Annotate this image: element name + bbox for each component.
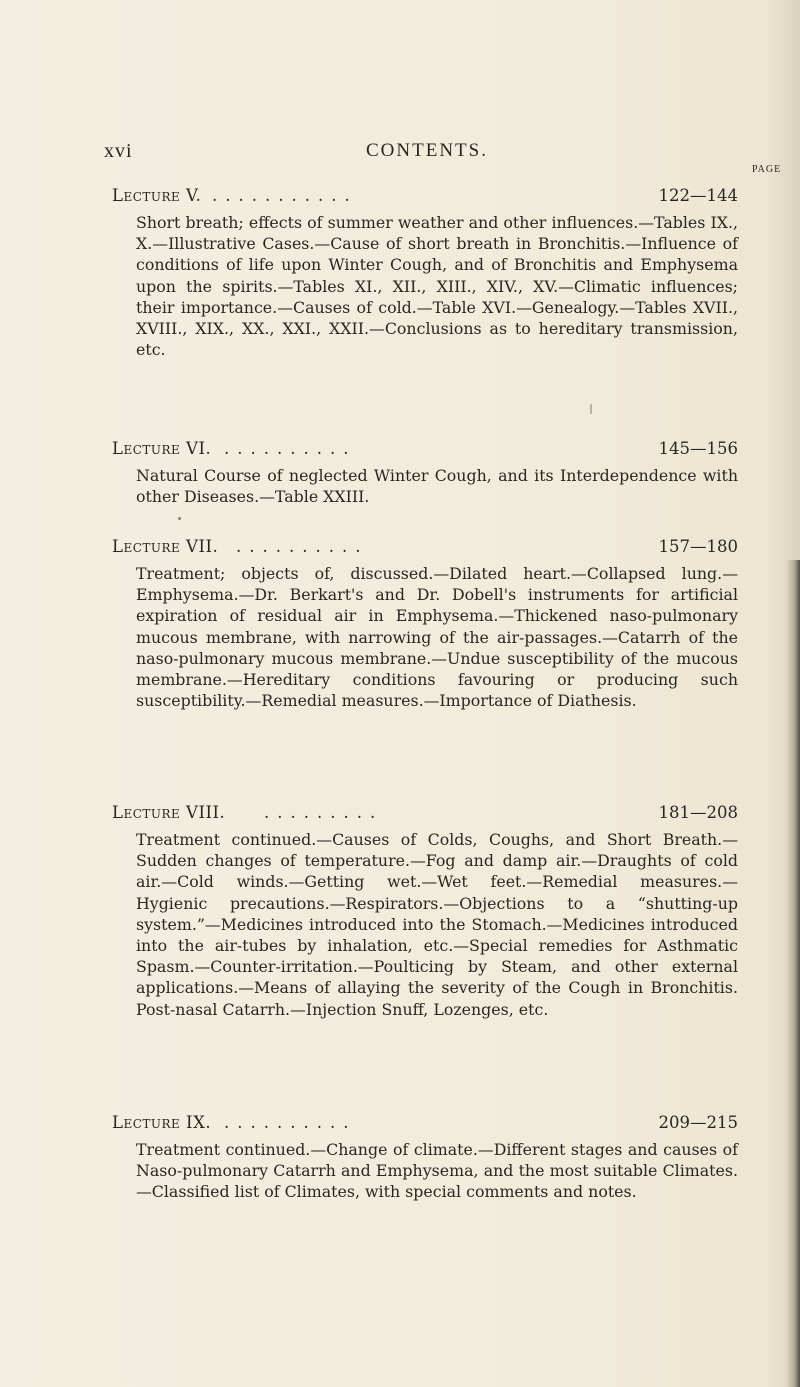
page-number: xvi [104, 140, 133, 162]
lecture-summary: Natural Course of neglected Winter Cough, and its Interdependence with other Diseases.—Table XXIII. [136, 466, 738, 507]
toc-entry-lecture-7 [112, 537, 738, 711]
lecture-label: Lecture V. [112, 186, 202, 205]
lecture-label: Lecture VII. [112, 537, 219, 556]
toc-entry-heading [112, 186, 738, 210]
toc-entry-lecture-9 [112, 1113, 738, 1203]
dot-leader: .......... [224, 439, 357, 458]
toc-entry-lecture-8 [112, 803, 738, 1020]
page-range: 157—180 [658, 537, 738, 556]
dot-leader: .......... [224, 1113, 357, 1132]
lecture-summary: Short breath; effects of summer weather and other influences.—Tables IX., X.—Illustrative Cases.—Cause of short breath in Bronchitis.—Influence of conditions of life upon Winter Cough, and of Bronchitis and Emphysema upon the spirits.—Tables XI., XII., XIII., XIV., XV.—Climatic influences; their importance.—Causes of cold.—Table XVI.—Genealogy.—Tables XVII., XVIII., XIX., XX., XXI., XXII.—Conclusions as to hereditary transmission, etc. [136, 213, 738, 360]
page-column-label: PAGE [752, 164, 782, 175]
toc-entry-lecture-6 [112, 439, 738, 507]
lecture-label: Lecture IX. [112, 1113, 212, 1132]
page-range: 209—215 [658, 1113, 738, 1132]
toc-entry-heading [112, 1113, 738, 1137]
page-range: 181—208 [658, 803, 738, 822]
dot-leader: .......... [236, 537, 369, 556]
dot-leader: ......... [264, 803, 384, 822]
lecture-label: Lecture VIII. [112, 803, 226, 822]
dot-leader: ........... [212, 186, 358, 205]
lecture-summary: Treatment continued.—Causes of Colds, Coughs, and Short Breath.—Sudden changes of temperature.—Fog and damp air.—Draughts of cold air.—Cold winds.—Getting wet.—Wet feet.—Remedial measures.—Hygienic precautions.—Respirators.—Objections to a “shutting-up system.”—Medicines introduced into the Stomach.—Medicines introduced into the air-tubes by inhalation, etc.—Special remedies for Asthmatic Spasm.—Counter-irritation.—Poulticing by Steam, and other external applications.—Means of allaying the severity of the Cough in Bronchitis. Post-nasal Catarrh.—Injection Snuff, Lozenges, etc. [136, 830, 738, 1019]
lecture-label: Lecture VI. [112, 439, 212, 458]
paper-speck [178, 517, 181, 520]
toc-entry-heading [112, 803, 738, 827]
page-edge-shadow [786, 560, 800, 1387]
running-title: CONTENTS. [366, 140, 488, 161]
paper-speck [590, 404, 592, 414]
toc-entry-lecture-5 [112, 186, 738, 360]
lecture-summary: Treatment continued.—Change of climate.—Different stages and causes of Naso-pulmonary Catarrh and Emphysema, and the most suitable Climates.—Classified list of Climates, with special comments and notes. [136, 1140, 738, 1202]
toc-entry-heading [112, 537, 738, 561]
toc-entry-heading [112, 439, 738, 463]
page-range: 122—144 [658, 186, 738, 205]
lecture-summary: Treatment; objects of, discussed.—Dilated heart.—Collapsed lung.—Emphysema.—Dr. Berkart's and Dr. Dobell's instruments for artificial expiration of residual air in Emphysema.—Thickened naso-pulmonary mucous membrane, with narrowing of the air-passages.—Catarrh of the naso-pulmonary mucous membrane.—Undue susceptibility of the mucous membrane.—Hereditary conditions favouring or producing such susceptibility.—Remedial measures.—Importance of Diathesis. [136, 564, 738, 711]
page-range: 145—156 [658, 439, 738, 458]
